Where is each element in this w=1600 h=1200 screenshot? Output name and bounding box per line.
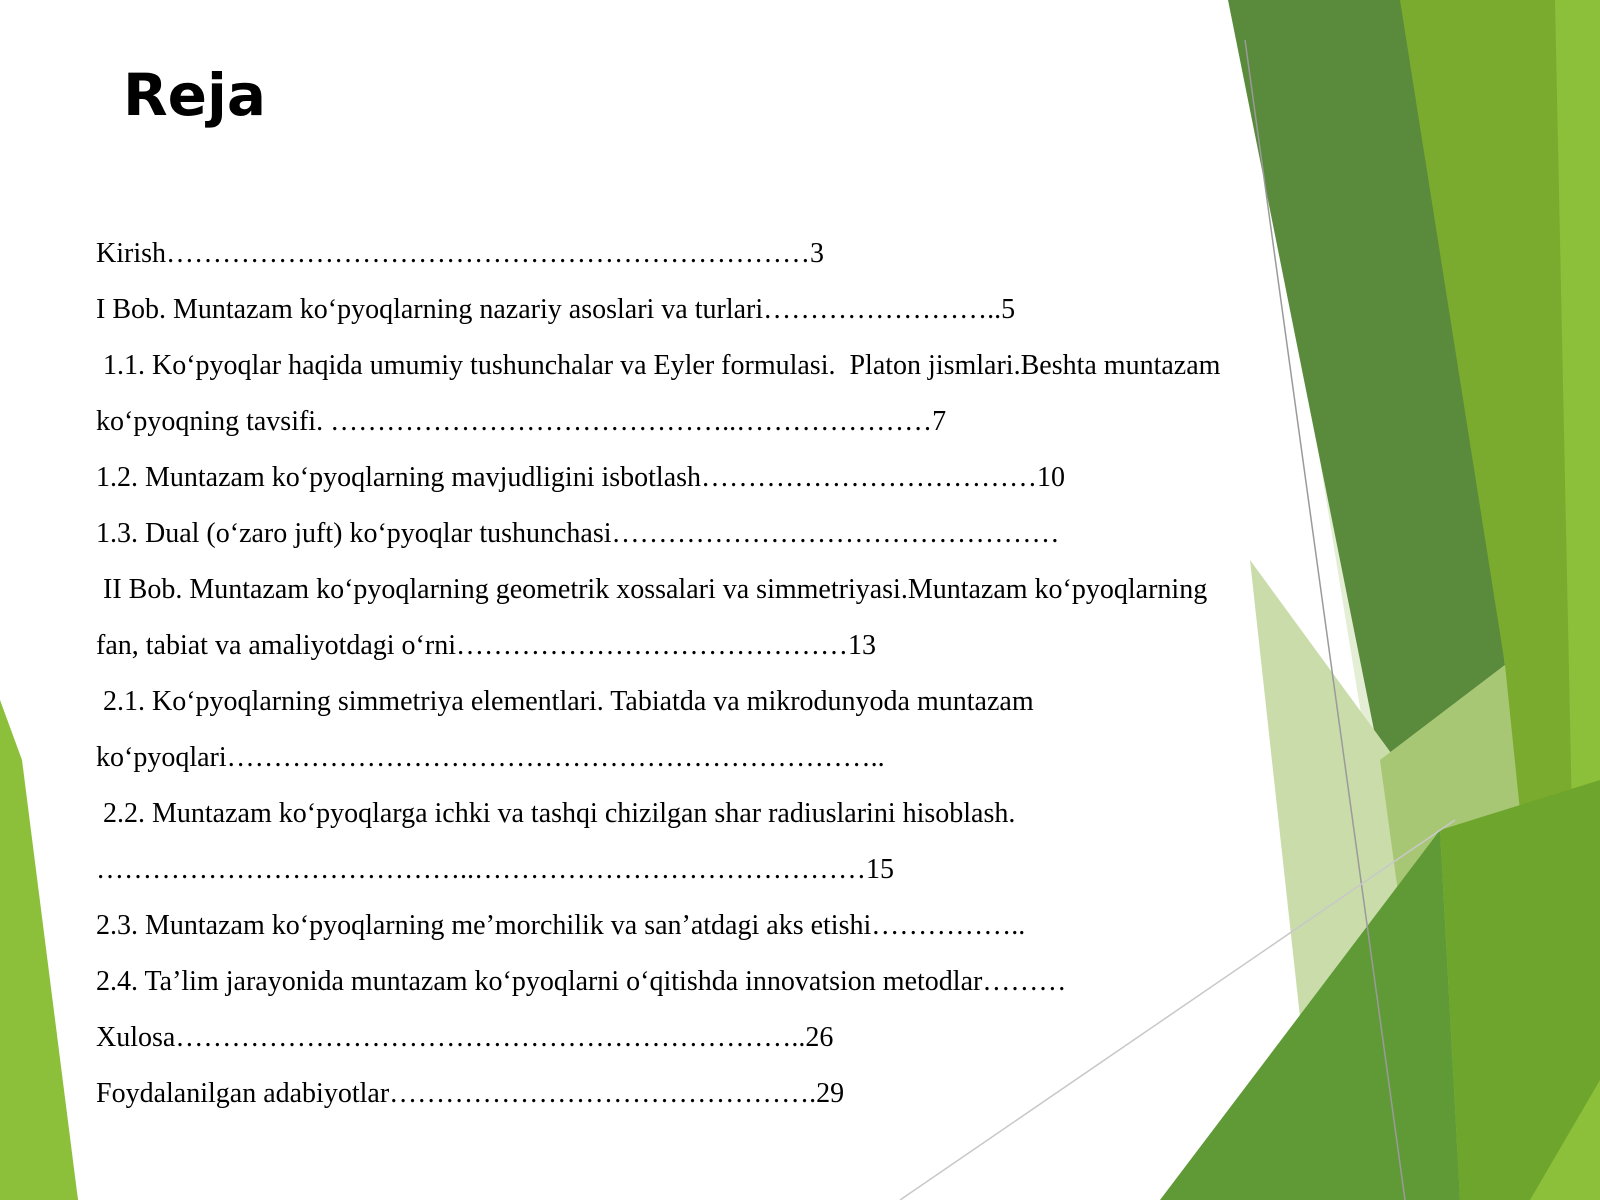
toc-line-chapter-2: II Bob. Muntazam ko‘pyoqlarning geometrik xossalari va simmetriyasi.Muntazam ko‘pyoqlarning bbox=[96, 574, 1208, 605]
toc-line-section-1-2: 1.2. Muntazam ko‘pyoqlarning mavjudligini isbotlash………………………………10 bbox=[96, 462, 1066, 493]
facet-left-bright bbox=[0, 700, 78, 1200]
toc-line-section-2-1: 2.1. Ko‘pyoqlarning simmetriya elementlari. Tabiatda va mikrodunyoda muntazam bbox=[96, 686, 1034, 717]
slide-title: Reja bbox=[123, 61, 267, 129]
table-of-contents bbox=[96, 226, 1376, 1122]
toc-line-adabiyotlar: Foydalanilgan adabiyotlar……………………………………….29 bbox=[96, 1078, 845, 1109]
toc-line-chapter-1: I Bob. Muntazam ko‘pyoqlarning nazariy asoslari va turlari……………………..5 bbox=[96, 294, 1016, 325]
toc-line-kirish: Kirish……………………………………………………………3 bbox=[96, 238, 824, 269]
toc-line-section-2-2-cont: …………………………………..……………………………………15 bbox=[96, 854, 894, 885]
toc-line-section-1-1-cont: ko‘pyoqning tavsifi. ……………………………………..…………………7 bbox=[96, 406, 947, 437]
toc-line-section-2-2: 2.2. Muntazam ko‘pyoqlarga ichki va tashqi chizilgan shar radiuslarini hisoblash. bbox=[96, 798, 1016, 829]
toc-line-section-2-1-cont: ko‘pyoqlari…………………………………………………………….. bbox=[96, 742, 885, 773]
toc-line-section-2-4: 2.4. Ta’lim jarayonida muntazam ko‘pyoqlarni o‘qitishda innovatsion metodlar……… bbox=[96, 966, 1067, 997]
toc-line-section-1-3: 1.3. Dual (o‘zaro juft) ko‘pyoqlar tushunchasi………………………………………… bbox=[96, 518, 1060, 549]
toc-line-xulosa: Xulosa…………………………………………………………..26 bbox=[96, 1022, 834, 1053]
toc-line-chapter-2-cont: fan, tabiat va amaliyotdagi o‘rni……………………………………13 bbox=[96, 630, 876, 661]
toc-line-section-2-3: 2.3. Muntazam ko‘pyoqlarning me’morchilik va san’atdagi aks etishi…………….. bbox=[96, 910, 1026, 941]
toc-line-section-1-1: 1.1. Ko‘pyoqlar haqida umumiy tushunchalar va Eyler formulasi. Platon jismlari.Beshta muntazam bbox=[96, 350, 1221, 381]
